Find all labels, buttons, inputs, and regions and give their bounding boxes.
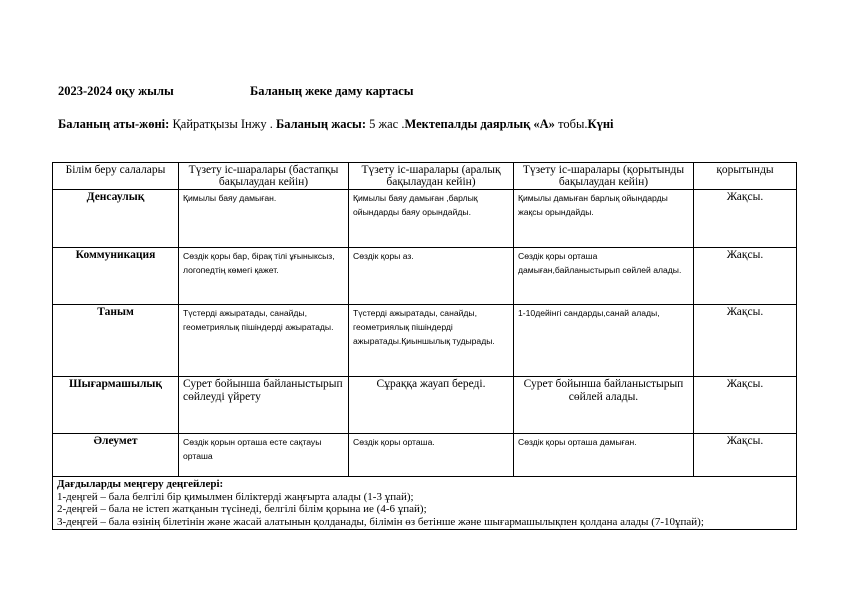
levels-row xyxy=(53,477,797,530)
area-cell: Шығармашылық xyxy=(53,377,179,434)
table-row xyxy=(53,190,797,248)
table-row xyxy=(53,305,797,377)
name-value: Қайратқызы Інжу . xyxy=(169,117,273,131)
final-cell: Сөздік қоры орташа дамыған,байланыстырып сөйлей алады. xyxy=(514,248,694,305)
final-cell: Қимылы дамыған барлық ойындарды жақсы орындайды. xyxy=(514,190,694,248)
initial-cell: Сурет бойынша байланыстырып сөйлеуді үйрету xyxy=(179,377,349,434)
area-cell: Таным xyxy=(53,305,179,377)
middle-cell: Түстерді ажыратады, санайды, геометриялық пішіндерді ажыратады.Қиыншылық тудырады. xyxy=(349,305,514,377)
final-cell: Сөздік қоры орташа дамыған. xyxy=(514,434,694,477)
middle-cell: Қимылы баяу дамыған ,барлық ойындарды баяу орындайды. xyxy=(349,190,514,248)
initial-cell: Қимылы баяу дамыған. xyxy=(179,190,349,248)
school-year: 2023-2024 оқу жылы xyxy=(58,84,174,98)
document-title: Баланың жеке даму картасы xyxy=(250,84,414,98)
development-card-table xyxy=(52,162,797,530)
area-cell: Әлеумет xyxy=(53,434,179,477)
group-suffix: тобы. xyxy=(554,117,588,131)
result-cell: Жақсы. xyxy=(694,434,797,477)
area-cell: Коммуникация xyxy=(53,248,179,305)
final-cell: Сурет бойынша байланыстырып сөйлей алады. xyxy=(514,377,694,434)
result-cell: Жақсы. xyxy=(694,248,797,305)
middle-cell: Сөздік қоры орташа. xyxy=(349,434,514,477)
age-value: 5 жас . xyxy=(365,117,405,131)
header-final: Түзету іс-шаралары (қорытынды бақылаудан кейін) xyxy=(514,163,694,190)
level-item: 3-деңгей – бала өзінің білетінін және жасай алатынын қолданады, білімін өз бетінше және шығармашылықпен қолдана алады (7-10ұпай); xyxy=(57,515,704,528)
levels-cell xyxy=(53,477,797,530)
header-middle: Түзету іс-шаралары (аралық бақылаудан кейін) xyxy=(349,163,514,190)
initial-cell: Сөздік қорын орташа есте сақтауы орташа xyxy=(179,434,349,477)
final-cell: 1-10дейінгі сандарды,санай алады, xyxy=(514,305,694,377)
table-row xyxy=(53,434,797,477)
middle-cell: Сұраққа жауап береді. xyxy=(349,377,514,434)
header-result: қорытынды xyxy=(694,163,797,190)
result-cell: Жақсы. xyxy=(694,190,797,248)
middle-cell: Сөздік қоры аз. xyxy=(349,248,514,305)
level-item: 2-деңгей – бала не істеп жатқанын түсінеді, белгілі білім қорына ие (4-6 ұпай); xyxy=(57,503,427,516)
header-education-area: Білім беру салалары xyxy=(53,163,179,190)
area-cell: Денсаулық xyxy=(53,190,179,248)
initial-cell: Түстерді ажыратады, санайды, геометриялық пішіндерді ажыратады. xyxy=(179,305,349,377)
header-initial: Түзету іс-шаралары (бастапқы бақылаудан кейін) xyxy=(179,163,349,190)
result-cell: Жақсы. xyxy=(694,377,797,434)
table-header-row xyxy=(53,163,797,190)
age-label: Баланың жасы: xyxy=(272,117,366,131)
result-cell: Жақсы. xyxy=(694,305,797,377)
table-row xyxy=(53,377,797,434)
name-label: Баланың аты-жөні: xyxy=(58,117,170,131)
header-line xyxy=(58,84,414,99)
child-info-line xyxy=(58,117,614,132)
levels-title: Дағдыларды меңгеру деңгейлері: xyxy=(57,478,224,490)
date-label: Күні xyxy=(587,117,614,131)
table-row xyxy=(53,248,797,305)
initial-cell: Сөздік қоры бар, бірақ тілі ұғыныксыз, логопедтің көмегі қажет. xyxy=(179,248,349,305)
group-label: Мектепалды даярлық «А» xyxy=(404,117,555,131)
level-item: 1-деңгей – бала белгілі бір қимылмен біліктерді жаңғырта алады (1-3 ұпай); xyxy=(57,490,414,503)
